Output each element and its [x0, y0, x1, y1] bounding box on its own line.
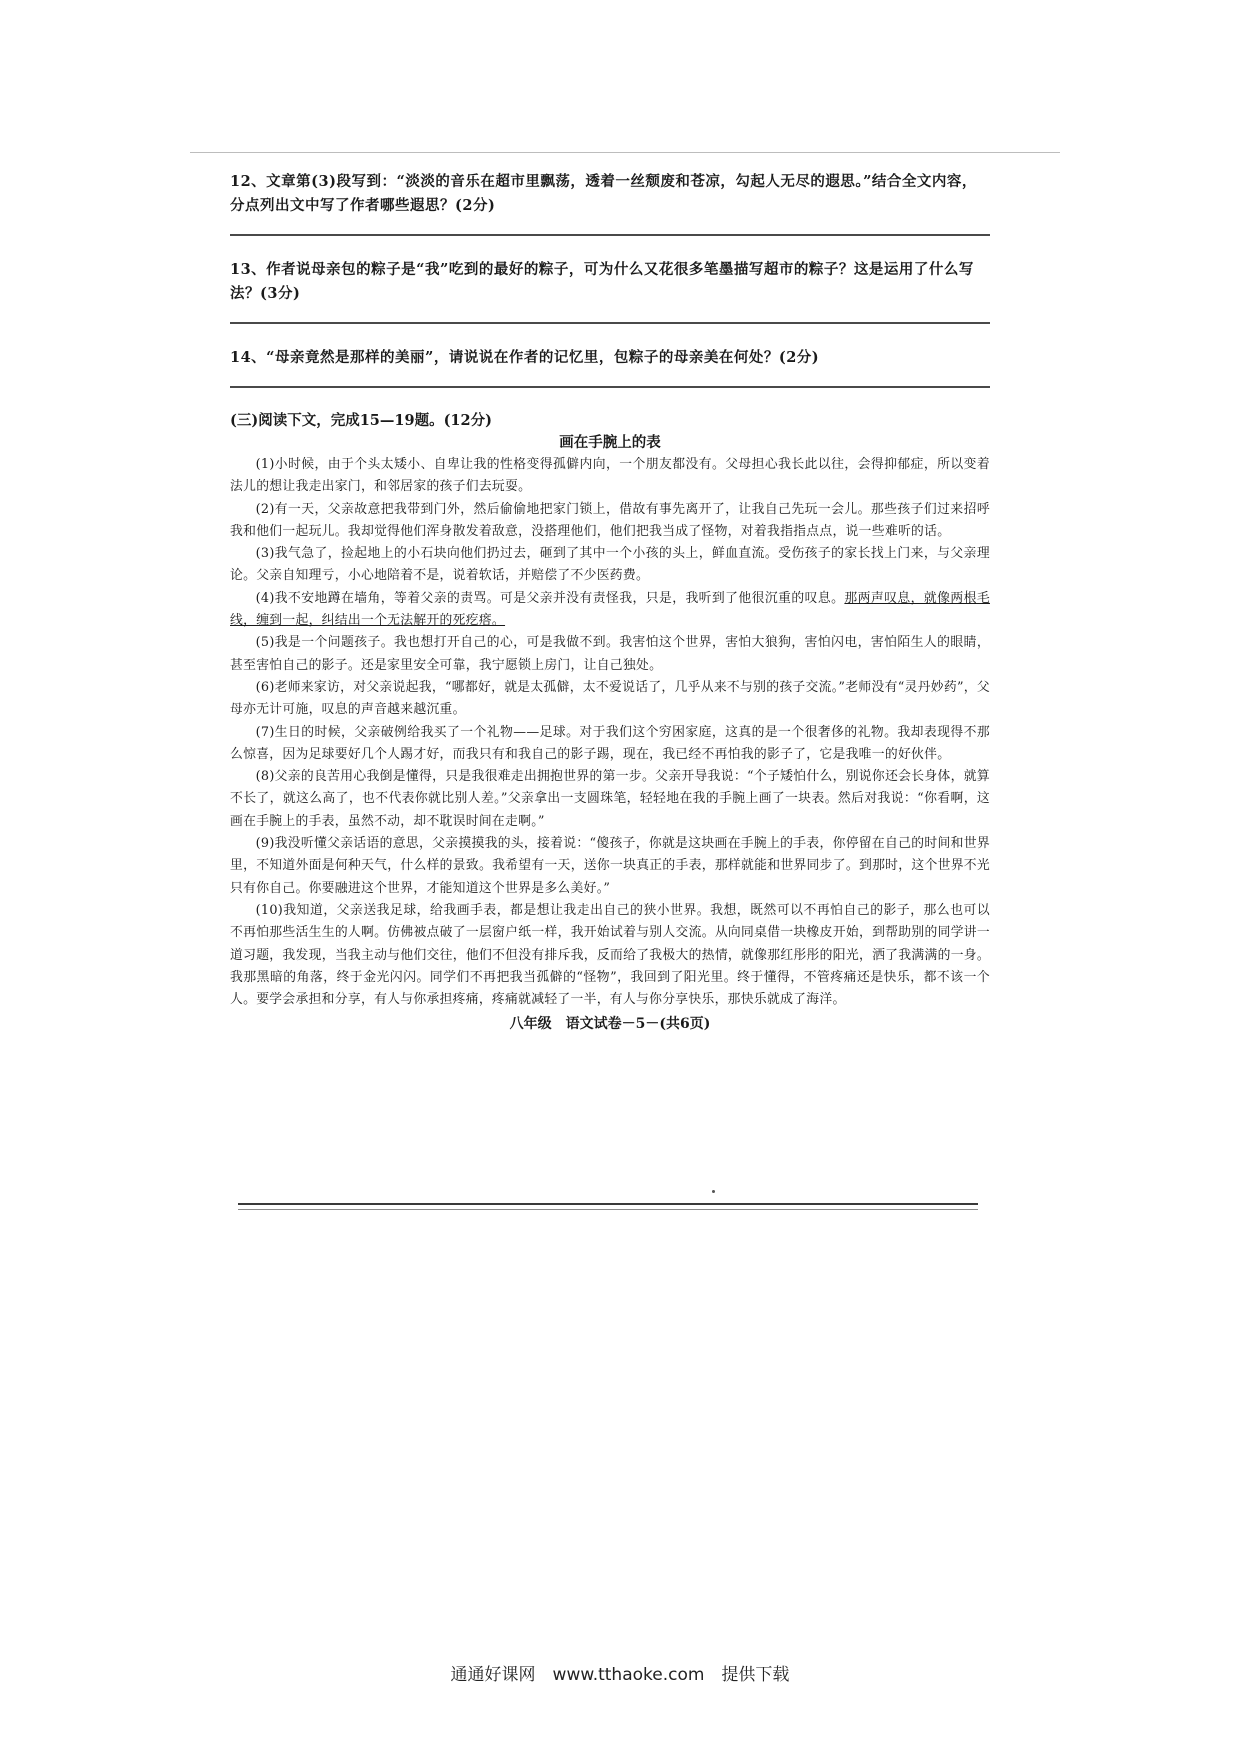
question-12: 12、文章第(3)段写到：“淡淡的音乐在超市里飘荡，透着一丝颓废和苍凉，勾起人无尽的遐思。”结合全文内容，分点列出文中写了作者哪些遐思？(2分) — [230, 173, 977, 214]
question-14: 14、“母亲竟然是那样的美丽”，请说说在作者的记忆里，包粽子的母亲美在何处？(2分) — [230, 349, 820, 366]
answer-line-13 — [230, 322, 990, 324]
answer-line-12 — [230, 234, 990, 236]
paragraph-4-underlined: 那两声叹息，就像两根毛线，缠到一起，纠结出一个无法解开的死疙瘩。 — [230, 590, 990, 629]
paragraph-9: (9)我没听懂父亲话语的意思，父亲摸摸我的头，接着说：“傻孩子，你就是这块画在手腕上的手表，你停留在自己的时间和世界里，不知道外面是何种天气，什么样的景致。我希望有一天，送你一块真正的手表，那样就能和世界同步了。到那时，这个世界不光只有你自己。你要融进这个世界，才能知道这个世界是多么美好。” — [230, 836, 990, 896]
paragraph-8: (8)父亲的良苦用心我倒是懂得，只是我很难走出拥抱世界的第一步。父亲开导我说：“个子矮怕什么，别说你还会长身体，就算不长了，就这么高了，也不代表你就比别人差。”父亲拿出一支圆珠笔，轻轻地在我的手腕上画了一块表。然后对我说：“你看啊，这画在手腕上的手表，虽然不动，却不耽误时间在走啊。” — [230, 769, 990, 829]
paragraph-1: (1)小时候，由于个头太矮小、自卑让我的性格变得孤僻内向，一个朋友都没有。父母担心我长此以往，会得抑郁症，所以变着法儿的想让我走出家门，和邻居家的孩子们去玩耍。 — [230, 457, 990, 495]
paragraph-5: (5)我是一个问题孩子。我也想打开自己的心，可是我做不到。我害怕这个世界，害怕大狼狗，害怕闪电，害怕陌生人的眼睛，甚至害怕自己的影子。还是家里安全可靠，我宁愿锁上房门，让自己独处。 — [230, 635, 990, 673]
question-13: 13、作者说母亲包的粽子是“我”吃到的最好的粽子，可为什么又花很多笔墨描写超市的粽子？这是运用了什么写法？(3分) — [230, 261, 974, 302]
paragraph-4-lead: (4)我不安地蹲在墙角，等着父亲的责骂。可是父亲并没有责怪我，只是，我听到了他很沉重的叹息。 — [255, 590, 845, 606]
exam-page-footer: 八年级 语文试卷－5－(共6页) — [509, 1016, 711, 1033]
paragraph-2: (2)有一天，父亲故意把我带到门外，然后偷偷地把家门锁上，借故有事先离开了，让我自己先玩一会儿。那些孩子们过来招呼我和他们一起玩儿。我却觉得他们浑身散发着敌意，没搭理他们，他们把我当成了怪物，对着我指指点点，说一些难听的话。 — [230, 501, 990, 539]
site-footer: 通通好课网 www.tthaoke.com 提供下载 — [450, 1665, 790, 1685]
bottom-rule-thin — [238, 1209, 978, 1210]
paragraph-6: (6)老师来家访，对父亲说起我，“哪都好，就是太孤僻，太不爱说话了，几乎从来不与别的孩子交流。”老师没有“灵丹妙药”，父母亦无计可施，叹息的声音越来越沉重。 — [230, 679, 990, 718]
paragraph-7: (7)生日的时候，父亲破例给我买了一个礼物——足球。对于我们这个穷困家庭，这真的是一个很奢侈的礼物。我却表现得不那么惊喜，因为足球要好几个人踢才好，而我只有和我自己的影子踢，现在，我已经不再怕我的影子了，它是我唯一的好伙伴。 — [230, 724, 990, 762]
bottom-rule — [238, 1203, 978, 1205]
top-rule — [190, 152, 1060, 153]
scan-speck — [712, 1190, 715, 1193]
paragraph-3: (3)我气急了，捡起地上的小石块向他们扔过去，砸到了其中一个小孩的头上，鲜血直流。受伤孩子的家长找上门来，与父亲理论。父亲自知理亏，小心地陪着不是，说着软话，并赔偿了不少医药费。 — [230, 546, 990, 584]
article-title: 画在手腕上的表 — [559, 434, 661, 451]
scanned-page — [230, 170, 990, 1230]
paragraph-4 — [230, 588, 990, 633]
answer-line-14 — [230, 386, 990, 388]
section-heading: (三)阅读下文，完成15—19题。(12分) — [230, 412, 492, 429]
paragraph-10: (10)我知道，父亲送我足球，给我画手表，都是想让我走出自己的狭小世界。我想，既然可以不再怕自己的影子，那么也可以不再怕那些活生生的人啊。仿佛被点破了一层窗户纸一样，我开始试着与别人交流。从向同桌借一块橡皮开始，到帮助别的同学讲一道习题，我发现，当我主动与他们交往，他们不但没有排斥我，反而给了我极大的热情，就像那红彤彤的阳光，洒了我满满的一身。我那黑暗的角落，终于金光闪闪。同学们不再把我当孤僻的“怪物”，我回到了阳光里。终于懂得，不管疼痛还是快乐，都不该一个人。要学会承担和分享，有人与你承担疼痛，疼痛就减轻了一半，有人与你分享快乐，那快乐就成了海洋。 — [230, 902, 990, 1008]
